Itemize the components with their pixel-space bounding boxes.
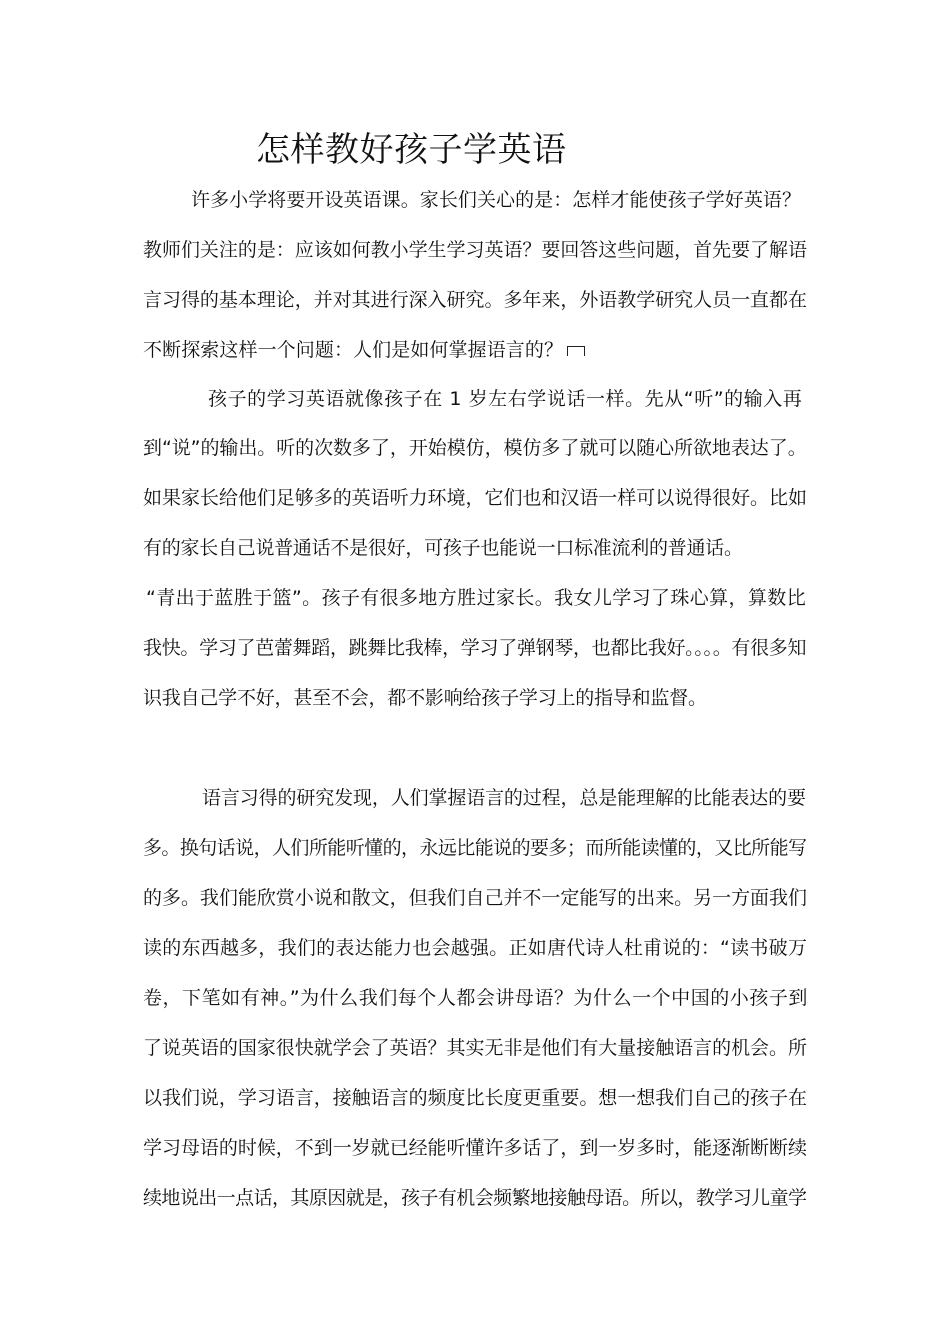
bracket-mark-icon — [567, 346, 585, 356]
paragraph-1-line-4: 不断探索这样一个问题：人们是如何掌握语言的？ — [143, 339, 564, 361]
paragraph-2-line-1: 孩子的学习英语就像孩子在 1 岁左右学说话一样。先从“听”的输入再 — [208, 388, 803, 410]
paragraph-3-line-8: 学习母语的时候，不到一岁就已经能听懂许多话了，到一岁多时，能逐渐断断续 — [143, 1137, 807, 1159]
paragraph-2-line-6: 我快。学习了芭蕾舞蹈，跳舞比我棒，学习了弹钢琴，也都比我好。。。。有很多知 — [143, 637, 807, 659]
paragraph-1-line-1: 许多小学将要开设英语课。家长们关心的是：怎样才能使孩子学好英语？ — [191, 189, 802, 211]
paragraph-3-line-6: 了说英语的国家很快就学会了英语？其实无非是他们有大量接触语言的机会。所 — [143, 1037, 807, 1059]
paragraph-1-line-3: 言习得的基本理论，并对其进行深入研究。多年来，外语教学研究人员一直都在 — [143, 289, 807, 311]
paragraph-2-line-3: 如果家长给他们足够多的英语听力环境，它们也和汉语一样可以说得很好。比如 — [143, 487, 807, 509]
paragraph-2-line-5: “青出于蓝胜于篮”。孩子有很多地方胜过家长。我女儿学习了珠心算，算数比 — [146, 587, 807, 609]
paragraph-2-line-2: 到“说”的输出。听的次数多了，开始模仿，模仿多了就可以随心所欲地表达了。 — [143, 437, 807, 459]
paragraph-2-line-7: 识我自己学不好，甚至不会，都不影响给孩子学习上的指导和监督。 — [143, 687, 707, 709]
paragraph-3-line-7: 以我们说，学习语言，接触语言的频度比长度更重要。想一想我们自己的孩子在 — [143, 1087, 807, 1109]
paragraph-3-line-2: 多。换句话说，人们所能听懂的，永远比能说的要多；而所能读懂的，又比所能写 — [143, 837, 807, 859]
paragraph-3-line-3: 的多。我们能欣赏小说和散文，但我们自己并不一定能写的出来。另一方面我们 — [143, 887, 807, 909]
paragraph-2-line-4: 有的家长自己说普通话不是很好，可孩子也能说一口标准流利的普通话。 — [143, 537, 743, 559]
paragraph-3-line-1: 语言习得的研究发现，人们掌握语言的过程，总是能理解的比能表达的要 — [202, 787, 806, 809]
paragraph-1-line-2: 教师们关注的是：应该如何教小学生学习英语？要回答这些问题，首先要了解语 — [143, 239, 807, 261]
paragraph-3-line-4: 读的东西越多，我们的表达能力也会越强。正如唐代诗人杜甫说的：“读书破万 — [143, 937, 808, 959]
document-title: 怎样教好孩子学英语 — [256, 130, 567, 170]
paragraph-3-line-9: 续地说出一点话，其原因就是，孩子有机会频繁地接触母语。所以，教学习儿童学 — [143, 1187, 807, 1209]
paragraph-3-line-5: 卷，下笔如有神。”为什么我们每个人都会讲母语？为什么一个中国的小孩子到 — [143, 987, 808, 1009]
